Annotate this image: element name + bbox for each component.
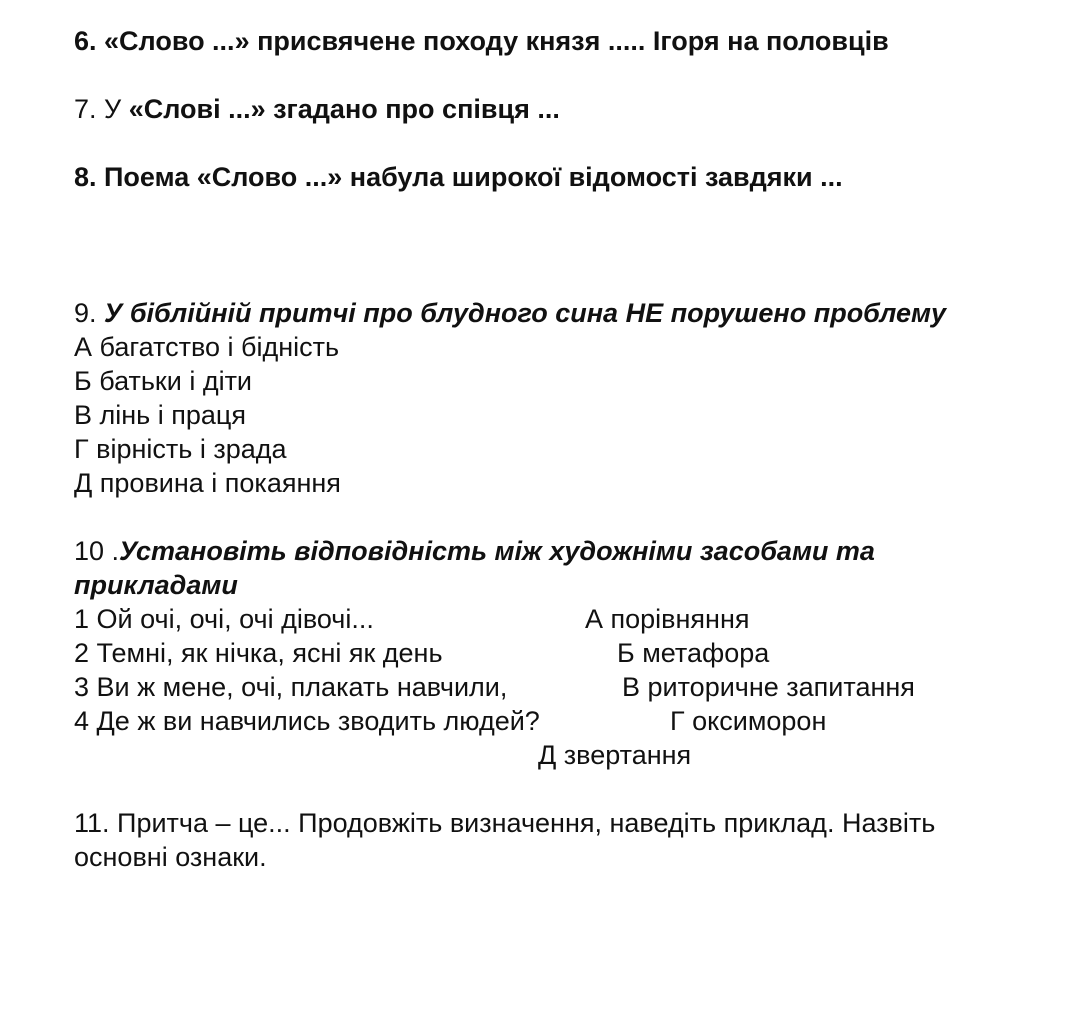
question-9-option-d: Г вірність і зрада [74,434,287,464]
question-6: 6. «Слово ...» присвячене походу князя ..... Ігоря на половців [74,26,889,56]
question-10-text-line1: Установіть відповідність між художніми засобами та [119,536,875,566]
question-10-example-2: 2 Темні, як нічка, ясні як день [74,638,443,668]
question-9-number: 9. [74,298,105,328]
question-9-text: У біблійній притчі про блудного сина НЕ порушено проблему [104,298,946,328]
question-8: 8. Поема «Слово ...» набула широкої відомості завдяки ... [74,162,843,192]
question-7-text: «Слові ...» згадано про співця ... [128,94,560,124]
question-10-number: 10 . [74,536,120,566]
question-9 [74,296,946,330]
question-9-option-b: Б батьки і діти [74,366,253,396]
question-7 [74,92,560,126]
question-9-option-e: Д провина і покаяння [74,468,341,498]
question-10-example-4: 4 Де ж ви навчились зводить людей? [74,706,540,736]
question-11-line2: основні ознаки. [74,842,267,872]
question-10-device-c: В риторичне запитання [622,672,915,702]
question-7-prefix: 7. У [74,94,129,124]
question-10-device-b: Б метафора [617,638,770,668]
question-10-device-e: Д звертання [538,740,692,770]
question-10-example-3: 3 Ви ж мене, очі, плакать навчили, [74,672,508,702]
question-10 [74,534,875,568]
question-10-example-1: 1 Ой очі, очі, очі дівочі... [74,604,374,634]
question-11-line1: 11. Притча – це... Продовжіть визначення, наведіть приклад. Назвіть [74,808,936,838]
question-10-device-d: Г оксиморон [670,706,827,736]
question-10-text-line2: прикладами [74,570,238,600]
question-9-option-c: В лінь і праця [74,400,246,430]
question-10-device-a: А порівняння [585,604,750,634]
question-9-option-a: А багатство і бідність [74,332,340,362]
